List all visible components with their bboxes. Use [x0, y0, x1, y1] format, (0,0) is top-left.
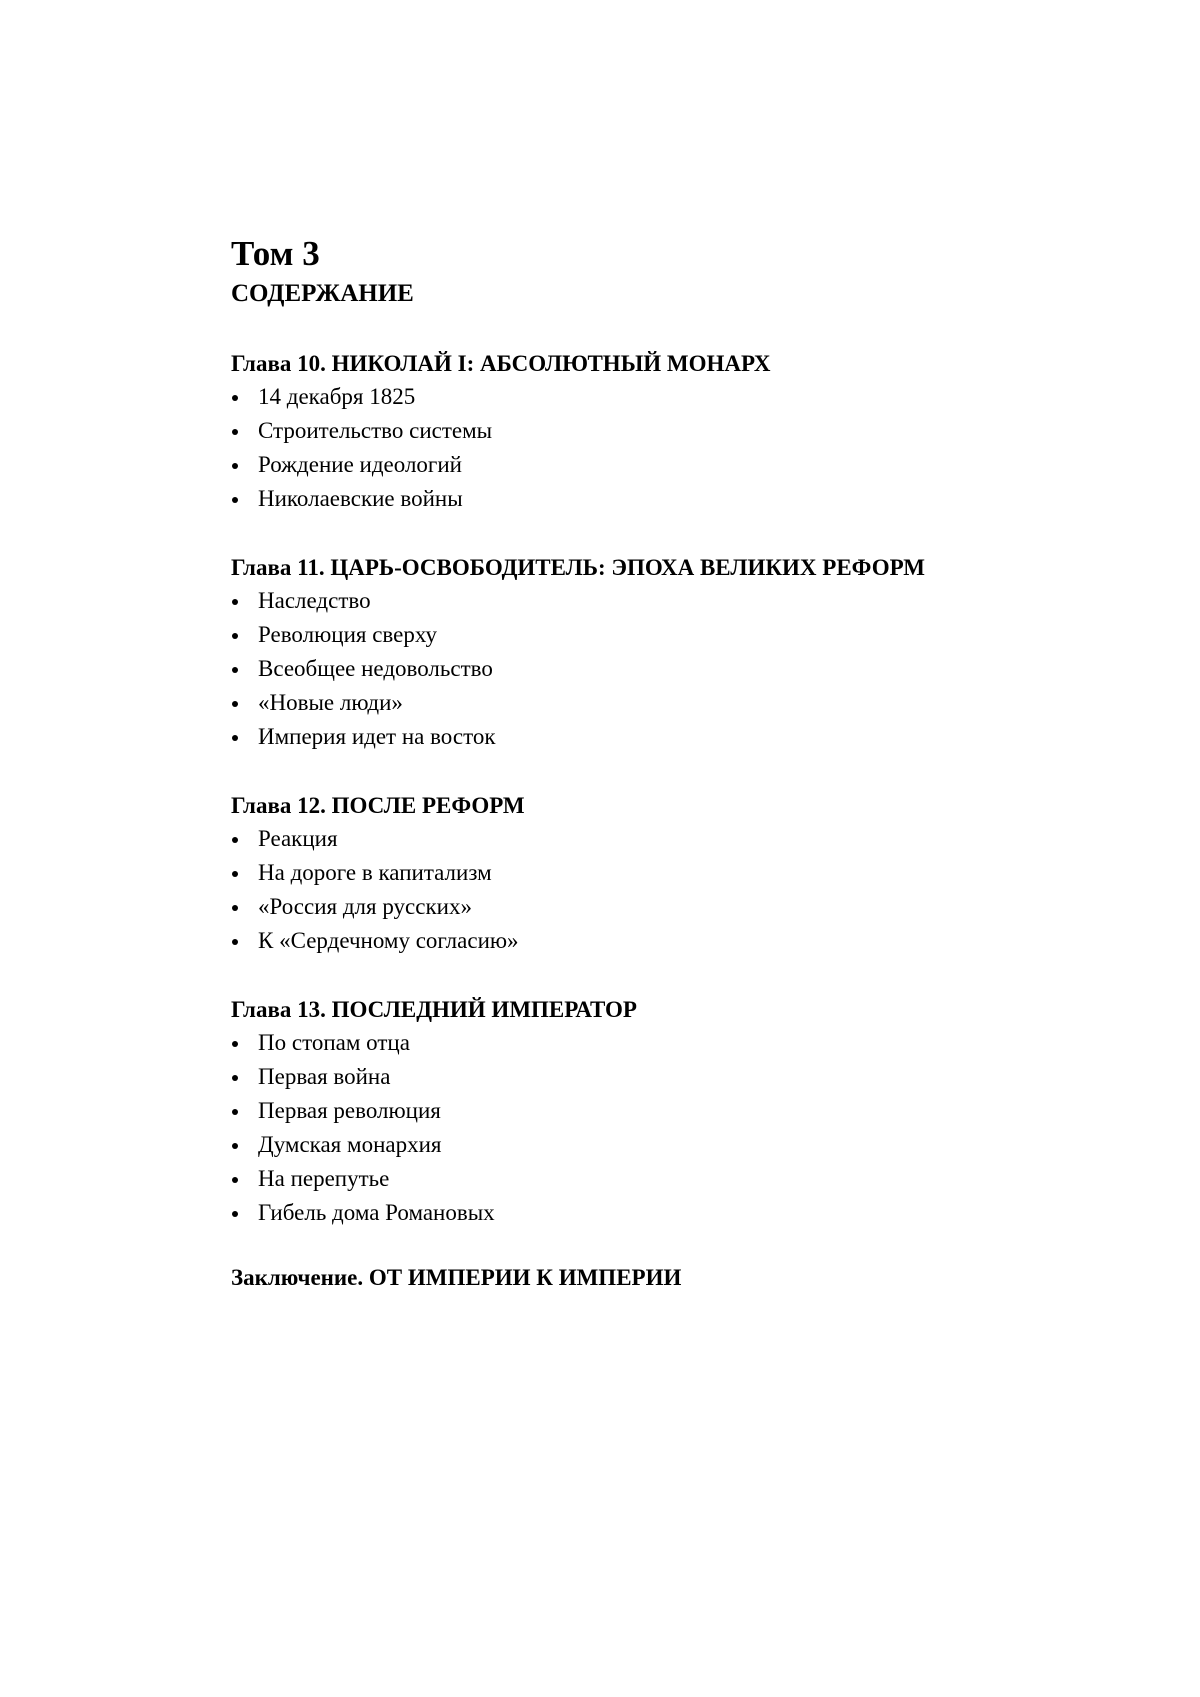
bullet-icon	[232, 1075, 238, 1081]
chapter-item	[231, 380, 1031, 414]
chapter-item-label: Думская монархия	[258, 1132, 442, 1157]
chapter-item	[231, 924, 1031, 958]
chapter-item	[231, 414, 1031, 448]
chapter-item-label: 14 декабря 1825	[258, 384, 416, 409]
chapter-section	[231, 790, 1031, 958]
bullet-icon	[232, 837, 238, 843]
chapter-item	[231, 890, 1031, 924]
bullet-icon	[232, 599, 238, 605]
chapter-title: Глава 11. ЦАРЬ-ОСВОБОДИТЕЛЬ: ЭПОХА ВЕЛИКИХ РЕФОРМ	[231, 555, 925, 580]
chapter-item-label: Рождение идеологий	[258, 452, 462, 477]
chapter-items-list	[231, 822, 1031, 958]
chapter-items-list	[231, 1026, 1031, 1230]
bullet-icon	[232, 735, 238, 741]
chapter-title: Глава 10. НИКОЛАЙ I: АБСОЛЮТНЫЙ МОНАРХ	[231, 351, 771, 376]
chapter-item-label: К «Сердечному согласию»	[258, 928, 519, 953]
bullet-icon	[232, 1041, 238, 1047]
chapter-item-label: Революция сверху	[258, 622, 437, 647]
bullet-icon	[232, 463, 238, 469]
bullet-icon	[232, 497, 238, 503]
chapter-section	[231, 552, 1031, 754]
chapter-item	[231, 1196, 1031, 1230]
chapter-item-label: Реакция	[258, 826, 338, 851]
chapter-section	[231, 348, 1031, 516]
chapter-item	[231, 720, 1031, 754]
chapter-item	[231, 856, 1031, 890]
chapter-item-label: На дороге в капитализм	[258, 860, 492, 885]
bullet-icon	[232, 1177, 238, 1183]
bullet-icon	[232, 939, 238, 945]
chapter-item	[231, 584, 1031, 618]
chapter-item-label: По стопам отца	[258, 1030, 410, 1055]
chapter-items-list	[231, 584, 1031, 754]
chapter-item-label: Строительство системы	[258, 418, 493, 443]
conclusion-title: Заключение. ОТ ИМПЕРИИ К ИМПЕРИИ	[231, 1265, 682, 1290]
toc-heading: СОДЕРЖАНИЕ	[231, 280, 414, 307]
chapter-items-list	[231, 380, 1031, 516]
bullet-icon	[232, 395, 238, 401]
bullet-icon	[232, 1109, 238, 1115]
chapter-item	[231, 1128, 1031, 1162]
bullet-icon	[232, 871, 238, 877]
chapter-item	[231, 1060, 1031, 1094]
chapter-item	[231, 618, 1031, 652]
chapter-item-label: «Россия для русских»	[258, 894, 472, 919]
chapter-item-label: «Новые люди»	[258, 690, 403, 715]
chapter-item	[231, 652, 1031, 686]
chapter-item	[231, 1162, 1031, 1196]
bullet-icon	[232, 633, 238, 639]
chapter-item-label: На перепутье	[258, 1166, 390, 1191]
volume-title: Том 3	[231, 234, 320, 273]
bullet-icon	[232, 1143, 238, 1149]
chapter-item	[231, 686, 1031, 720]
chapter-section	[231, 994, 1031, 1230]
chapter-item-label: Империя идет на восток	[258, 724, 496, 749]
document-page	[231, 232, 1031, 1294]
chapter-item	[231, 1094, 1031, 1128]
bullet-icon	[232, 429, 238, 435]
bullet-icon	[232, 701, 238, 707]
chapter-item-label: Первая революция	[258, 1098, 441, 1123]
bullet-icon	[232, 667, 238, 673]
chapter-item-label: Первая война	[258, 1064, 391, 1089]
chapter-item-label: Наследство	[258, 588, 371, 613]
chapter-item	[231, 822, 1031, 856]
chapter-item-label: Гибель дома Романовых	[258, 1200, 495, 1225]
bullet-icon	[232, 1211, 238, 1217]
chapter-item	[231, 1026, 1031, 1060]
chapter-title: Глава 12. ПОСЛЕ РЕФОРМ	[231, 793, 525, 818]
bullet-icon	[232, 905, 238, 911]
chapter-item-label: Николаевские войны	[258, 486, 463, 511]
chapter-item-label: Всеобщее недовольство	[258, 656, 493, 681]
chapter-item	[231, 482, 1031, 516]
chapter-item	[231, 448, 1031, 482]
chapter-title: Глава 13. ПОСЛЕДНИЙ ИМПЕРАТОР	[231, 997, 637, 1022]
